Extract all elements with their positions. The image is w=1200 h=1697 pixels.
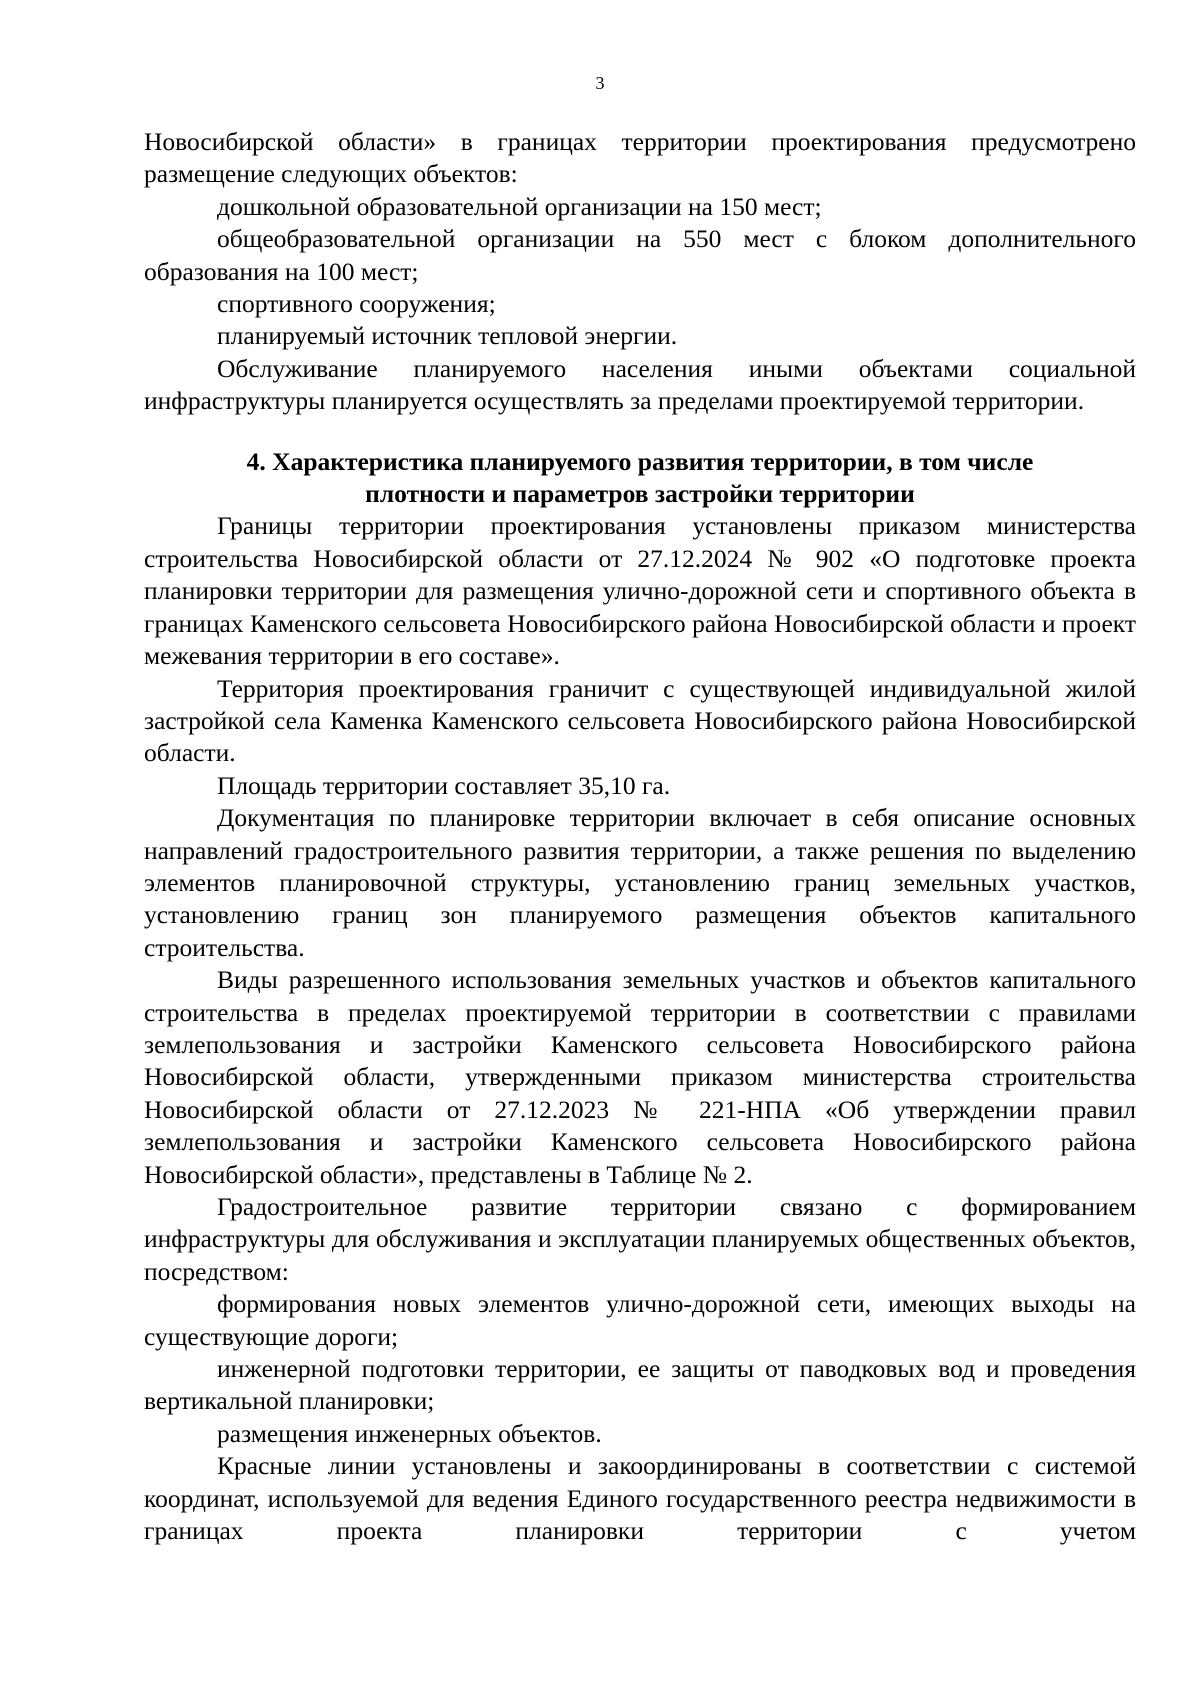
list-item-sports: спортивного сооружения; bbox=[217, 289, 496, 319]
list-item-road-network: формирования новых элементов улично-дорожной сети, имеющих выходы на существующие дороги; bbox=[144, 1289, 1136, 1351]
list-item-school: общеобразовательной организации на 550 мест с блоком дополнительного образования на 100 мест; bbox=[144, 224, 1136, 286]
paragraph-area: Площадь территории составляет 35,10 га. bbox=[217, 770, 671, 800]
section-heading-line-1: 4. Характеристика планируемого развития территории, в том числе bbox=[246, 446, 1034, 476]
paragraph-red-lines: Красные линии установлены и закоординированы в соответствии с системой координат, используемой для ведения Единого государственного реестра недвижимости в границах проекта планировки территории с учетом bbox=[144, 1451, 1136, 1546]
paragraph-adjacency: Территория проектирования граничит с существующей индивидуальной жилой застройкой села Каменка Каменского сельсовета Новосибирского района Новосибирской области. bbox=[144, 673, 1136, 768]
paragraph-urban-development: Градостроительное развитие территории связано с формированием инфраструктуры для обслуживания и эксплуатации планируемых общественных объектов, посредством: bbox=[144, 1192, 1136, 1286]
section-heading-line-2: плотности и параметров застройки территории bbox=[365, 479, 915, 509]
paragraph-permitted-use: Виды разрешенного использования земельных участков и объектов капитального строительства в пределах проектируемой территории в соответствии с правилами землепользования и застройки Каменского сельсовета Новосибирского района Новосибирской области, утвержденными приказом министерства строительства Новосибирской области от 27.12.2023 № 221-НПА «Об утверждении правил землепользования и застройки Каменского сельсовета Новосибирского района Новосибирской области», представлены в Таблице № 2. bbox=[144, 965, 1136, 1189]
paragraph-documentation: Документация по планировке территории включает в себя описание основных направлений градостроительного развития территории, а также решения по выделению элементов планировочной структуры, установлению границ земельных участков, установлению границ зон планируемого размещения объектов капитального строительства. bbox=[144, 803, 1136, 962]
document-body bbox=[144, 126, 1136, 1547]
paragraph-boundaries: Границы территории проектирования установлены приказом министерства строительства Новосибирской области от 27.12.2024 № 902 «О подготовке проекта планировки территории для размещения улично-дорожной сети и спортивного объекта в границах Каменского сельсовета Новосибирского района Новосибирской области и проект межевания территории в его составе». bbox=[144, 511, 1136, 671]
list-item-heat-source: планируемый источник тепловой энергии. bbox=[217, 321, 678, 351]
paragraph-social-infrastructure: Обслуживание планируемого населения иными объектами социальной инфраструктуры планируется осуществлять за пределами проектируемой территории. bbox=[144, 353, 1136, 416]
list-item-engineering-prep: инженерной подготовки территории, ее защиты от паводковых вод и проведения вертикальной планировки; bbox=[144, 1354, 1136, 1416]
page-number: 3 bbox=[595, 73, 605, 93]
section-heading bbox=[144, 446, 1136, 511]
paragraph-continuation: Новосибирской области» в границах территории проектирования предусмотрено размещение следующих объектов: bbox=[144, 127, 1136, 189]
list-item-engineering-objects: размещения инженерных объектов. bbox=[217, 1418, 602, 1448]
list-item-preschool: дошкольной образовательной организации на 150 мест; bbox=[217, 191, 822, 221]
